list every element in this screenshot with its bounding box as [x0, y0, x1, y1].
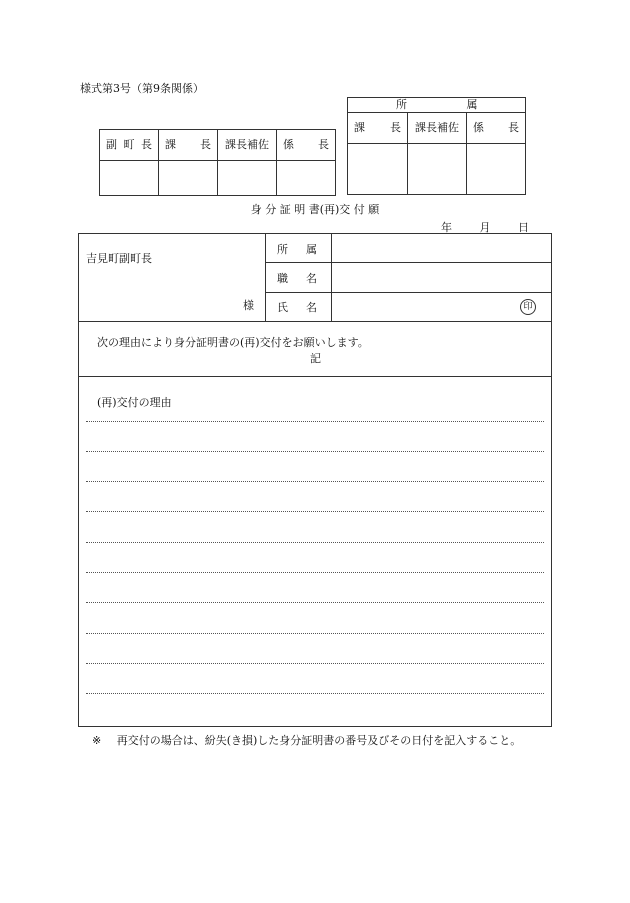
footnote [92, 732, 521, 748]
approval-stamp-table [99, 129, 336, 196]
footnote-mark: ※ [92, 734, 102, 747]
addressee: 吉見町副町長 [86, 252, 152, 265]
stamp-header-assistant-chief: 課長補佐 [408, 113, 467, 144]
form-number: 様式第3号（第9条関係） [80, 82, 204, 95]
stamp-box[interactable] [218, 161, 277, 196]
position-label: 職 名 [277, 272, 317, 285]
stamp-header-subsection-chief: 係 長 [473, 121, 519, 134]
date-day[interactable]: 日 [518, 221, 529, 234]
stamp-header-subsection-chief: 係 長 [283, 138, 329, 151]
stamp-header-deputy-mayor: 副 町 長 [106, 138, 152, 151]
request-text: 次の理由により身分証明書の(再)交付をお願いします。 [97, 336, 369, 349]
document-title: 身 分 証 明 書(再)交 付 願 [250, 203, 380, 216]
name-label: 氏 名 [277, 301, 317, 314]
stamp-box[interactable] [100, 161, 159, 196]
stamp-box[interactable] [467, 144, 526, 195]
stamp-box[interactable] [348, 144, 408, 195]
date-year[interactable]: 年 [441, 221, 452, 234]
honorific: 様 [243, 299, 254, 312]
stamp-box[interactable] [277, 161, 336, 196]
stamp-header-section-chief: 課 長 [354, 121, 401, 134]
affiliation-field[interactable] [332, 234, 551, 261]
seal-mark: 印 [520, 299, 536, 315]
name-field[interactable] [332, 293, 551, 320]
affiliation-stamp-table [347, 97, 526, 195]
reason-label: (再)交付の理由 [97, 396, 172, 409]
stamp-box[interactable] [408, 144, 467, 195]
position-field[interactable] [332, 263, 551, 291]
affiliation-stamp-title: 所 属 [348, 98, 526, 113]
date-month[interactable]: 月 [479, 221, 491, 234]
footnote-text: 再交付の場合は、紛失(き損)した身分証明書の番号及びその日付を記入すること。 [116, 734, 522, 747]
stamp-header-assistant-chief: 課長補佐 [218, 130, 277, 161]
stamp-header-section-chief: 課 長 [165, 138, 211, 151]
stamp-box[interactable] [159, 161, 218, 196]
affiliation-label: 所 属 [277, 243, 317, 256]
ki-label: 記 [310, 352, 321, 365]
